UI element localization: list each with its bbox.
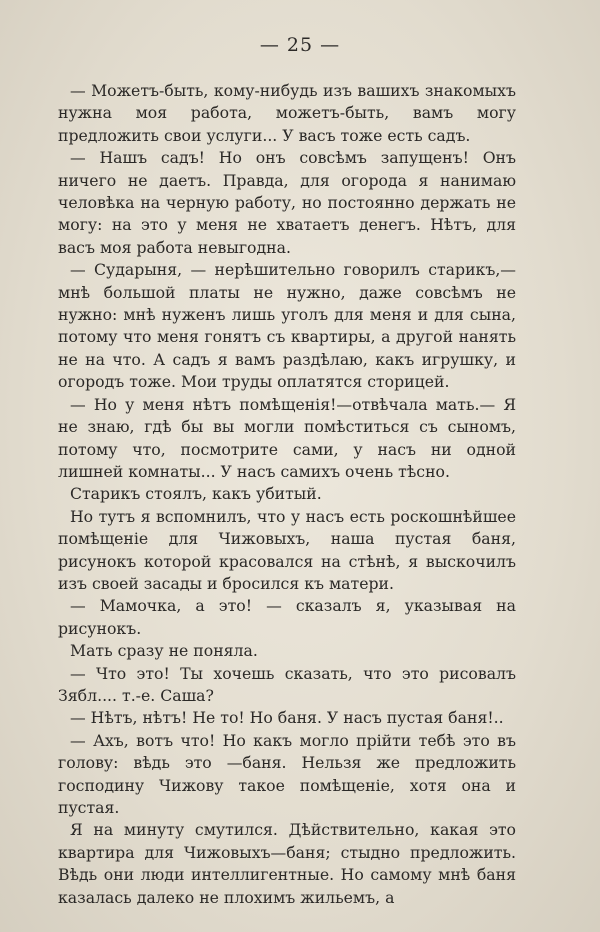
paragraph-5: Старикъ стоялъ, какъ убитый. bbox=[70, 484, 322, 504]
page-number: — 25 — bbox=[259, 34, 341, 56]
paragraph-3: — Сударыня, — нерѣшительно говорилъ старикъ,—мнѣ большой платы не нужно, даже совсѣмъ не нужно: мнѣ нуженъ лишь уголъ для меня и для сына, потому что меня гонятъ съ квартиры, а другой нанять не на что. А садъ я вамъ раздѣлаю, какъ игрушку, и огородъ тоже. Мои труды оплатятся сторицей. bbox=[58, 260, 516, 392]
paragraph-6: Но тутъ я вспомнилъ, что у насъ есть роскошнѣйшее помѣщеніе для Чижовыхъ, наша пустая баня, рисунокъ которой красовался на стѣнѣ, я выскочилъ изъ своей засады и бросился къ матери. bbox=[58, 506, 516, 593]
page-text bbox=[58, 80, 516, 909]
paragraph-8: Мать сразу не поняла. bbox=[70, 641, 258, 661]
paragraph-2: — Нашъ садъ! Но онъ совсѣмъ запущенъ! Онъ ничего не даетъ. Правда, для огорода я нанимаю человѣка на черную работу, но постоянно держать не могу: на это у меня не хватаетъ денегъ. Нѣтъ, для васъ моя работа невыгодна. bbox=[58, 148, 516, 257]
paragraph-10: — Нѣтъ, нѣтъ! Не то! Но баня. У насъ пустая баня!.. bbox=[70, 708, 504, 728]
paragraph-9: — Что это! Ты хочешь сказать, что это рисовалъ Зябл.... т.-е. Саша? bbox=[58, 663, 516, 705]
paragraph-11: — Ахъ, вотъ что! Но какъ могло прійти тебѣ это въ голову: вѣдь это —баня. Нельзя же предложить господину Чижову такое помѣщеніе, хотя она и пустая. bbox=[58, 730, 516, 817]
paragraph-4: — Но у меня нѣтъ помѣщенія!—отвѣчала мать.— Я не знаю, гдѣ бы вы могли помѣститься съ сыномъ, потому что, посмотрите сами, у насъ ни одной лишней комнаты... У насъ самихъ очень тѣсно. bbox=[58, 394, 516, 481]
paragraph-12: Я на минуту смутился. Дѣйствительно, какая это квартира для Чижовыхъ—баня; стыдно предложить. Вѣдь они люди интеллигентные. Но самому мнѣ баня казалась далеко не плохимъ жильемъ, а bbox=[58, 820, 516, 907]
paragraph-1: — Можетъ-быть, кому-нибудь изъ вашихъ знакомыхъ нужна моя работа, можетъ-быть, вамъ могу предложить свои услуги... У васъ тоже есть садъ. bbox=[58, 81, 516, 145]
paragraph-7: — Мамочка, а это! — сказалъ я, указывая на рисунокъ. bbox=[58, 596, 516, 638]
